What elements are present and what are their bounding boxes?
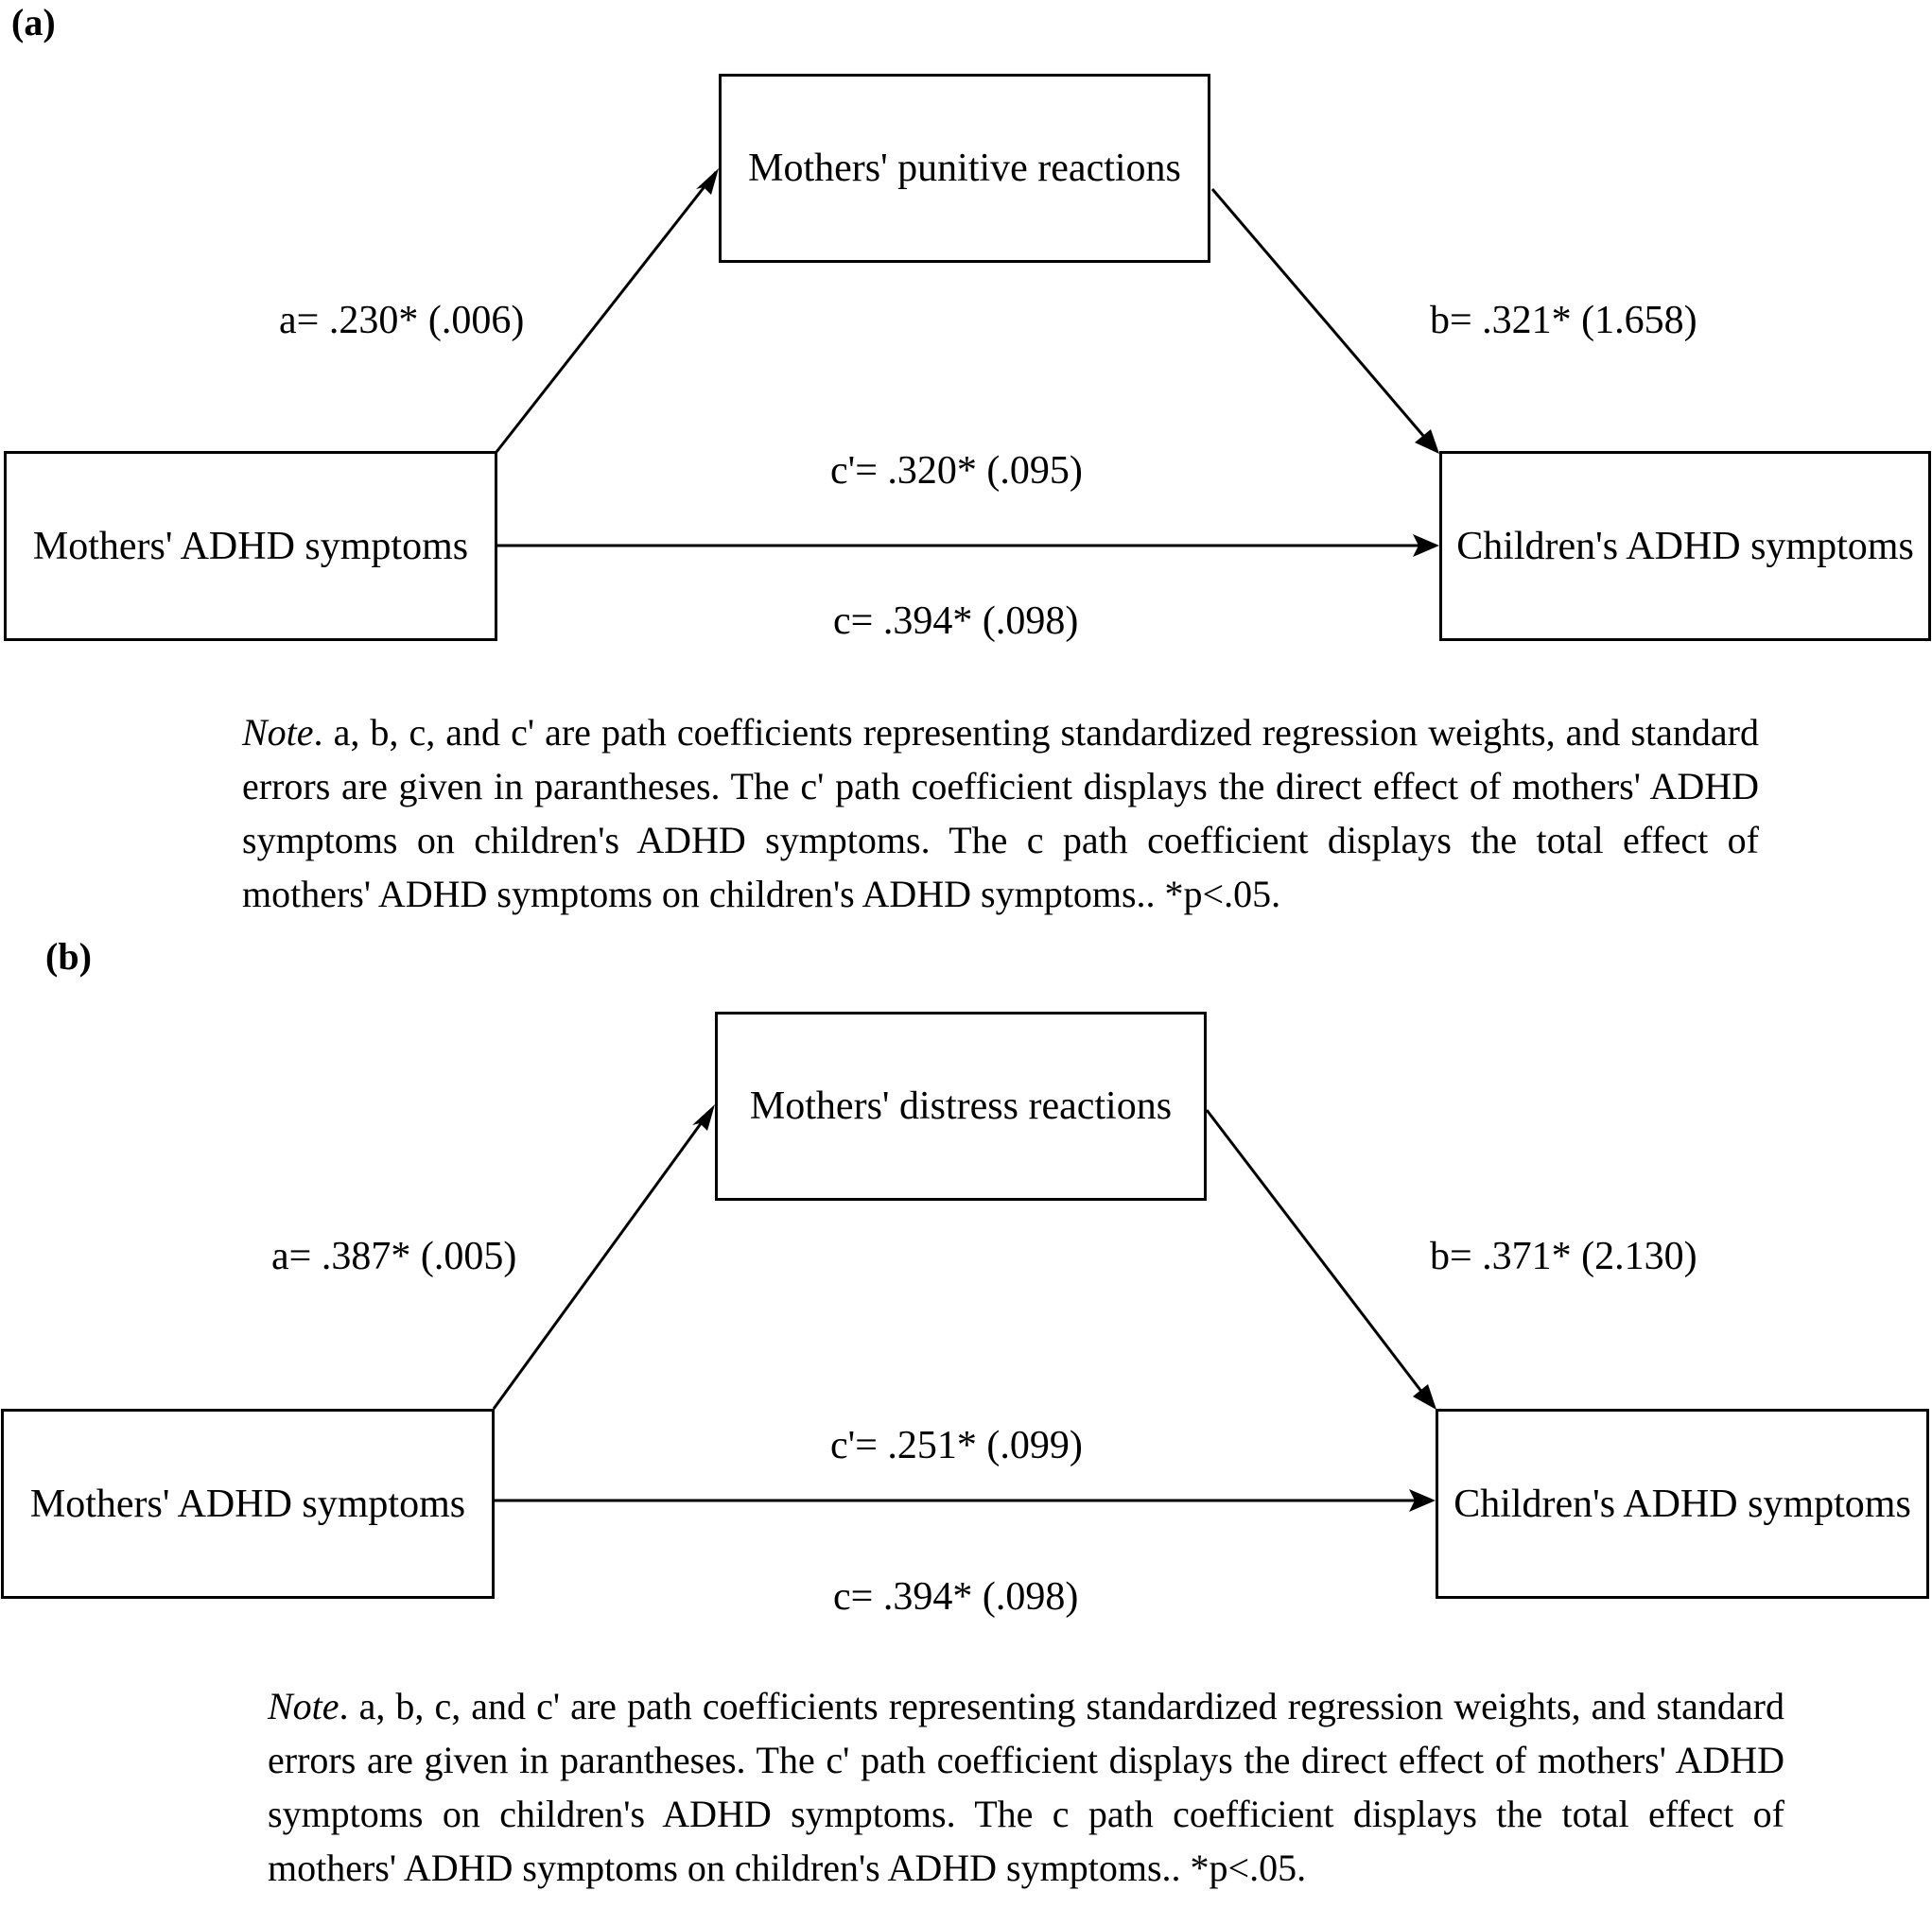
mediation-diagram-a bbox=[0, 0, 1932, 936]
outcome-box bbox=[1439, 451, 1931, 641]
outcome-label: Children's ADHD symptoms bbox=[1456, 524, 1914, 568]
path-b-coefficient: b= .371* (2.130) bbox=[1430, 1235, 1697, 1278]
note-body-b: . a, b, c, and c' are path coefficients representing standardized regression weights, and standard errors are given in parantheses. The c' path coefficient displays the direct effect of mothers' ADHD symptoms on children's ADHD symptoms. The c path coefficient displays the total effect of mothers' ADHD symptoms on children's ADHD symptoms.. *p<.05. bbox=[268, 1685, 1784, 1889]
mediator-label: Mothers' distress reactions bbox=[749, 1084, 1173, 1128]
path-c-prime-coefficient: c'= .320* (.095) bbox=[830, 449, 1083, 493]
note-prefix-b: Note bbox=[268, 1685, 339, 1727]
panel-label-b: (b) bbox=[45, 935, 92, 978]
note-prefix-a: Note bbox=[242, 711, 314, 754]
path-a-arrowhead bbox=[692, 1104, 715, 1131]
panel-label-a: (a) bbox=[11, 1, 56, 43]
mediator-box bbox=[719, 74, 1210, 263]
predictor-label: Mothers' ADHD symptoms bbox=[32, 524, 469, 568]
path-a-coefficient: a= .230* (.006) bbox=[279, 299, 525, 342]
path-b-arrow bbox=[1207, 1110, 1432, 1405]
path-a-coefficient: a= .387* (.005) bbox=[271, 1235, 517, 1278]
path-b-arrow bbox=[1212, 189, 1436, 450]
path-b-coefficient: b= .321* (1.658) bbox=[1430, 299, 1697, 342]
predictor-box bbox=[1, 1409, 495, 1599]
path-a-arrow bbox=[494, 1112, 709, 1409]
outcome-label: Children's ADHD symptoms bbox=[1453, 1482, 1911, 1526]
note-text-b bbox=[268, 1679, 1784, 1895]
mediation-diagram-b bbox=[0, 936, 1932, 1908]
note-text-a bbox=[242, 705, 1759, 921]
path-c-prime-coefficient: c'= .251* (.099) bbox=[830, 1424, 1083, 1467]
mediator-label: Mothers' punitive reactions bbox=[748, 147, 1181, 190]
path-b-arrowhead bbox=[1415, 429, 1439, 454]
path-a-arrow bbox=[496, 172, 716, 452]
mediator-box bbox=[715, 1012, 1207, 1201]
path-b-arrowhead bbox=[1413, 1384, 1436, 1410]
path-c-coefficient: c= .394* (.098) bbox=[833, 599, 1079, 643]
outcome-box bbox=[1436, 1409, 1929, 1599]
predictor-label: Mothers' ADHD symptoms bbox=[29, 1482, 466, 1526]
path-c-coefficient: c= .394* (.098) bbox=[833, 1575, 1079, 1619]
predictor-box bbox=[4, 451, 497, 641]
note-body-a: . a, b, c, and c' are path coefficients representing standardized regression weights, and standard errors are given in parantheses. The c' path coefficient displays the direct effect of mothers' ADHD symptoms on children's ADHD symptoms. The c path coefficient displays the total effect of mothers' ADHD symptoms on children's ADHD symptoms.. *p<.05. bbox=[242, 711, 1759, 915]
